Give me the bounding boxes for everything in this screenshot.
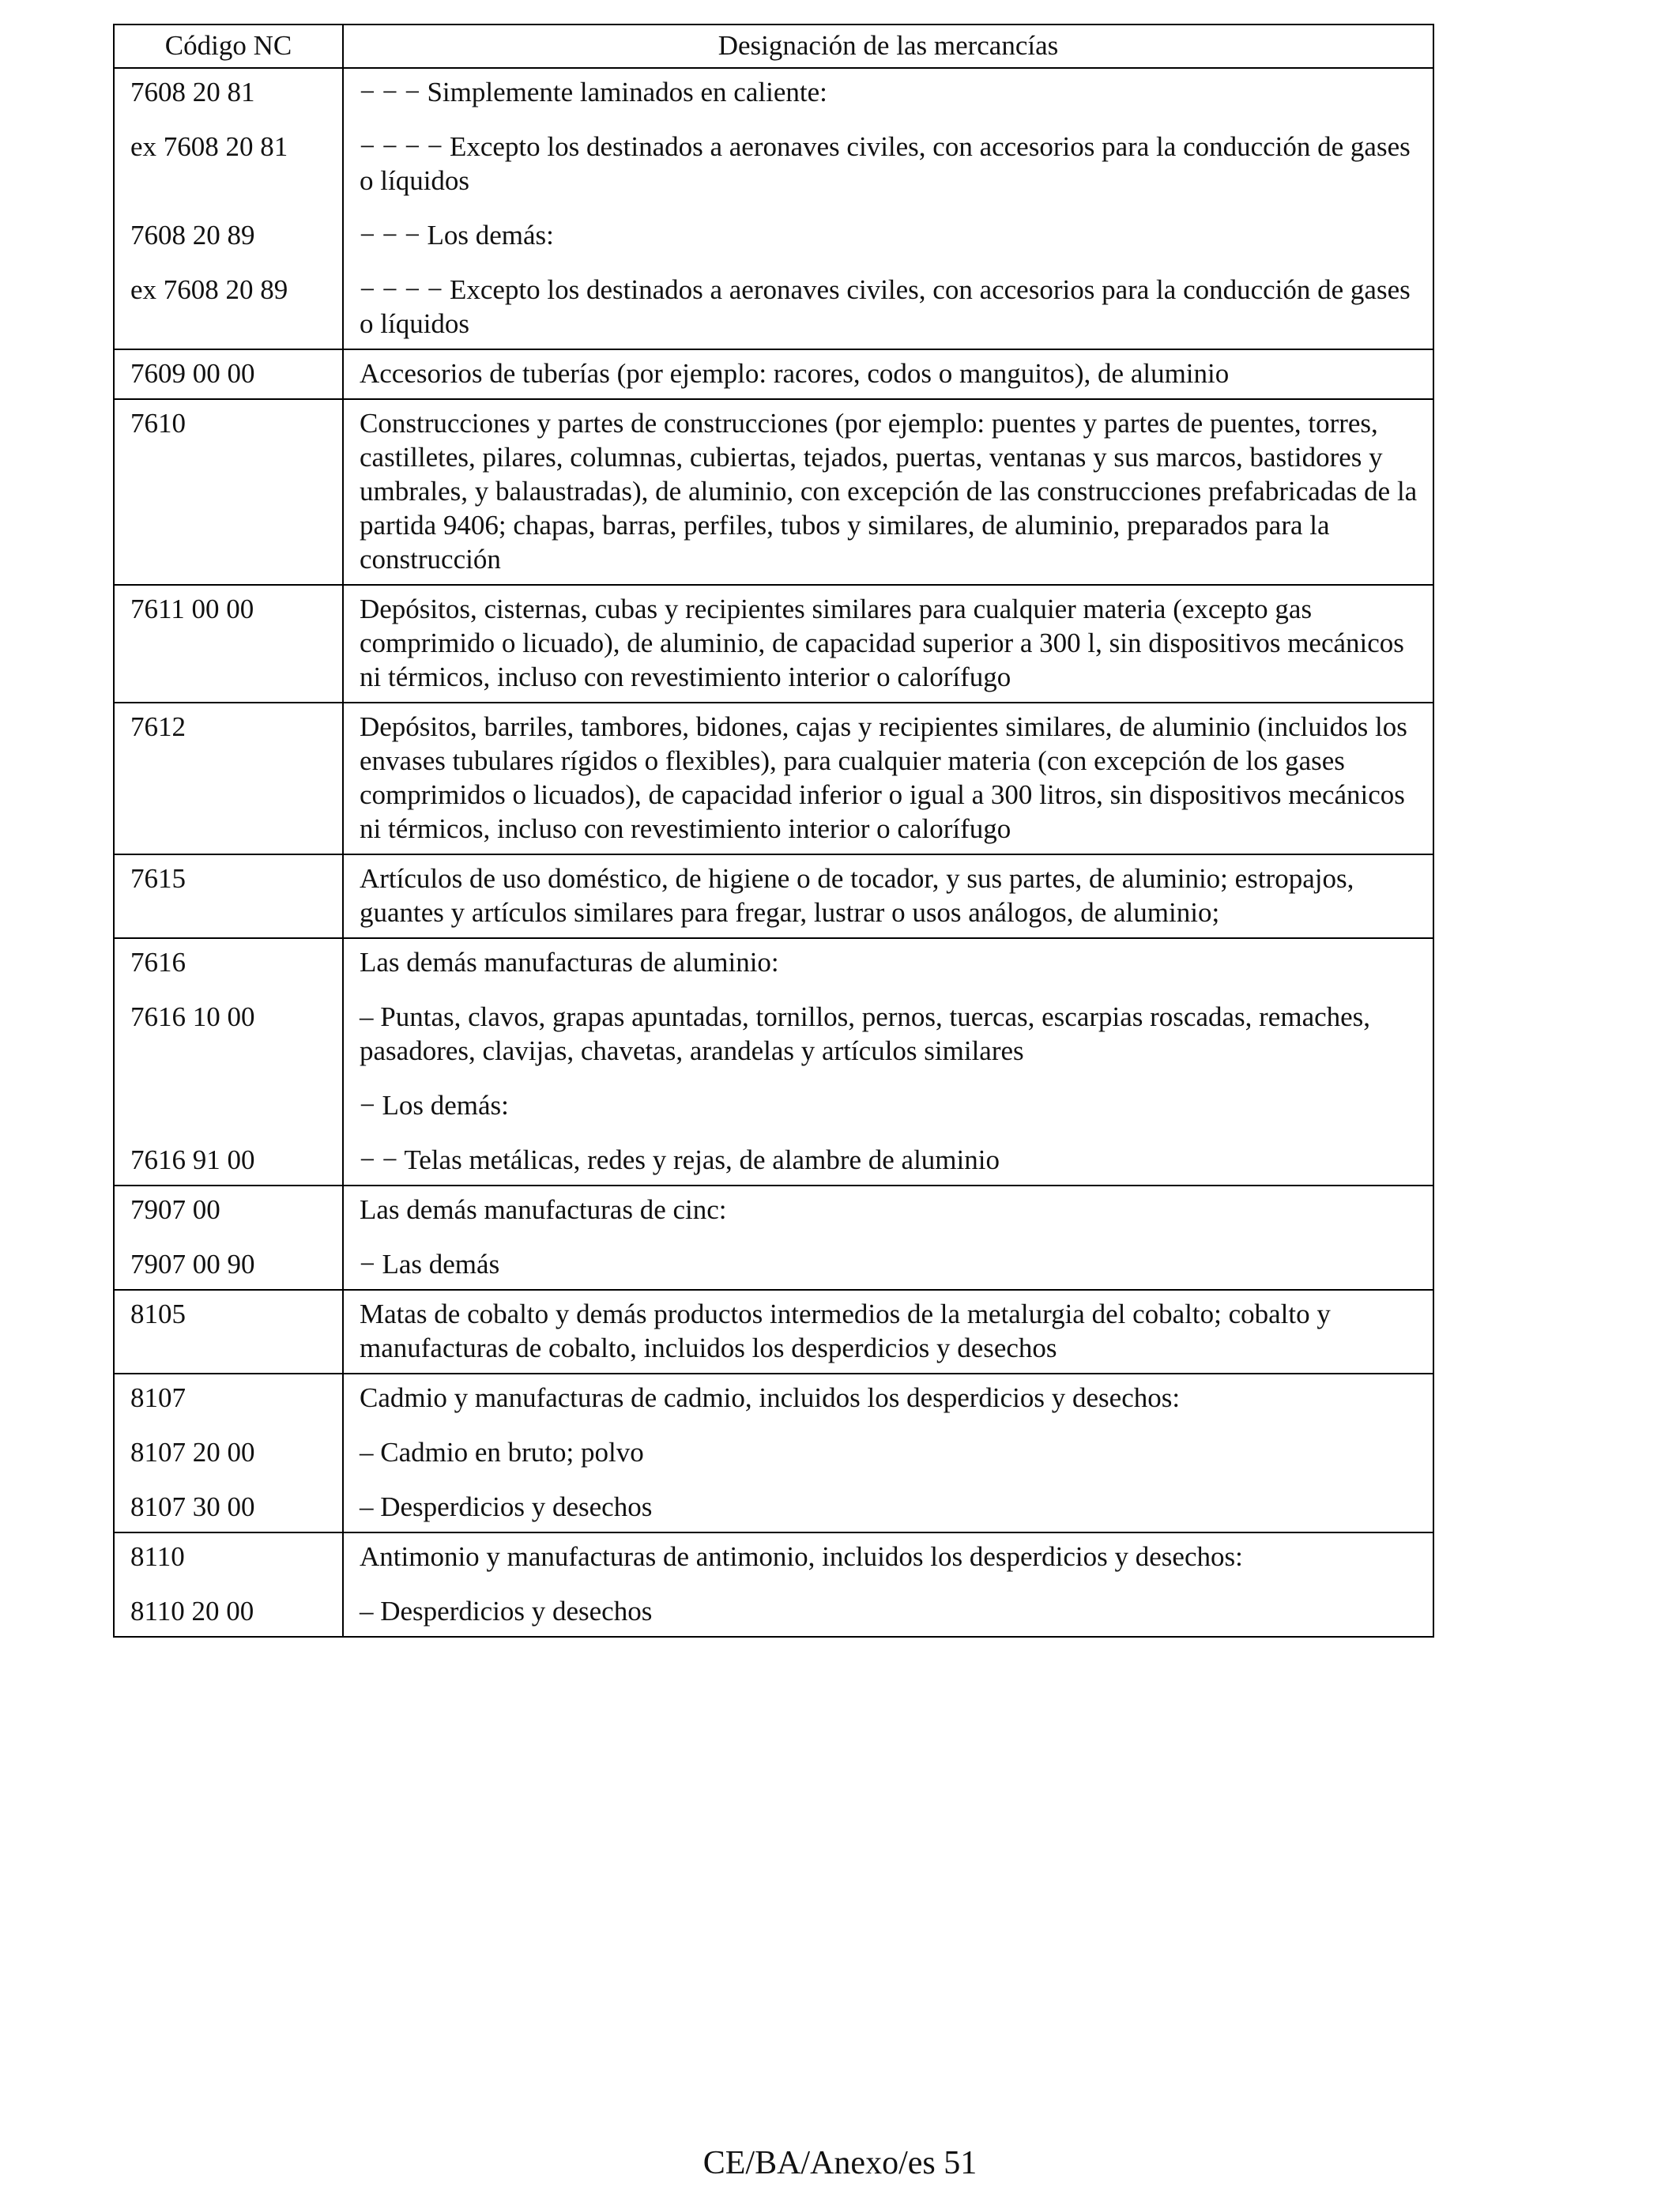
nc-code: 7616 [130,947,186,978]
goods-description: Antimonio y manufacturas de antimonio, incluidos los desperdicios y desechos: [360,1541,1243,1572]
description-cell [343,1186,1433,1290]
page-footer-reference: CE/BA/Anexo/es 51 [703,2145,977,2181]
description-cell [343,349,1433,399]
goods-description: Cadmio y manufacturas de cadmio, incluidos los desperdicios y desechos: [360,1382,1181,1413]
code-cell [114,1290,343,1374]
description-cell [343,1374,1433,1532]
nc-code: 8110 20 00 [130,1596,254,1627]
table-row [114,68,1433,349]
description-cell [343,68,1433,349]
code-cell [114,1532,343,1637]
nc-code: 7611 00 00 [130,594,254,624]
nc-code: 7616 91 00 [130,1144,255,1175]
nc-code: ex 7608 20 89 [130,274,288,305]
goods-description: – Desperdicios y desechos [360,1491,653,1522]
description-cell [343,854,1433,938]
nc-code: 8110 [130,1541,185,1572]
code-cell [114,1186,343,1290]
nc-code: 7608 20 81 [130,77,255,107]
table-header-row [114,25,1433,68]
description-cell [343,399,1433,585]
nc-code: 8107 [130,1382,186,1413]
nc-code: 7610 [130,408,186,439]
table-row [114,585,1433,703]
code-cell [114,938,343,1186]
header-code-nc: Código NC [114,25,343,68]
nc-code: 7608 20 89 [130,220,255,251]
nc-code: 7609 00 00 [130,358,255,389]
table-row [114,1532,1433,1637]
table-row [114,349,1433,399]
nc-code: 7612 [130,711,186,742]
description-cell [343,938,1433,1186]
nc-code: 8105 [130,1299,186,1329]
goods-description: − Los demás: [360,1090,509,1121]
nc-code: ex 7608 20 81 [130,131,288,162]
goods-description: − Las demás [360,1249,500,1280]
goods-description: Las demás manufacturas de cinc: [360,1194,727,1225]
goods-description: Las demás manufacturas de aluminio: [360,947,779,978]
goods-description: − − Telas metálicas, redes y rejas, de alambre de aluminio [360,1144,1000,1175]
table-row [114,854,1433,938]
nc-code: 7616 10 00 [130,1001,255,1032]
goods-description: Depósitos, barriles, tambores, bidones, cajas y recipientes similares, de aluminio (incluidos los envases tubulares rígidos o flexibles), para cualquier materia (con excepción de los gases comprimidos o licuados), de capacidad inferior o igual a 300 litros, sin dispositivos mecánicos ni térmicos, incluso con revestimiento interior o calorífugo [360,711,1407,844]
code-cell [114,399,343,585]
goods-description: Artículos de uso doméstico, de higiene o de tocador, y sus partes, de aluminio; estropajos, guantes y artículos similares para fregar, lustrar o usos análogos, de aluminio; [360,863,1354,928]
goods-description: Depósitos, cisternas, cubas y recipientes similares para cualquier materia (excepto gas comprimido o licuado), de aluminio, de capacidad superior a 300 l, sin dispositivos mecánicos ni térmicos, incluso con revestimiento interior o calorífugo [360,594,1404,692]
description-cell [343,1290,1433,1374]
table-row [114,1186,1433,1290]
table-row [114,399,1433,585]
goods-description: − − − Los demás: [360,220,554,251]
code-cell [114,585,343,703]
goods-classification-table [113,24,1434,1638]
table-row [114,1374,1433,1532]
header-goods-designation: Designación de las mercancías [343,25,1433,68]
goods-description: – Puntas, clavos, grapas apuntadas, tornillos, pernos, tuercas, escarpias roscadas, remaches, pasadores, clavijas, chavetas, arandelas y artículos similares [360,1001,1371,1066]
nc-code: 7907 00 [130,1194,220,1225]
table-row [114,1290,1433,1374]
description-cell [343,703,1433,854]
description-cell [343,1532,1433,1637]
table-row [114,938,1433,1186]
goods-description: Accesorios de tuberías (por ejemplo: racores, codos o manguitos), de aluminio [360,358,1230,389]
nc-code: 8107 20 00 [130,1437,255,1468]
nc-code [130,1088,330,1122]
goods-description: − − − − Excepto los destinados a aeronaves civiles, con accesorios para la conducción de gases o líquidos [360,131,1411,196]
code-cell [114,1374,343,1532]
goods-description: − − − Simplemente laminados en caliente: [360,77,827,107]
goods-description: Matas de cobalto y demás productos intermedios de la metalurgia del cobalto; cobalto y manufacturas de cobalto, incluidos los desperdicios y desechos [360,1299,1331,1363]
code-cell [114,68,343,349]
goods-description: − − − − Excepto los destinados a aeronaves civiles, con accesorios para la conducción de gases o líquidos [360,274,1411,339]
nc-code: 7615 [130,863,186,894]
code-cell [114,854,343,938]
table-body [114,68,1433,1637]
code-cell [114,349,343,399]
goods-description: – Cadmio en bruto; polvo [360,1437,644,1468]
goods-description: Construcciones y partes de construcciones (por ejemplo: puentes y partes de puentes, torres, castilletes, pilares, columnas, cubiertas, tejados, puertas, ventanas y sus marcos, bastidores y umbrales, y balaustradas), de aluminio, con excepción de las construcciones prefabricadas de la partida 9406; chapas, barras, perfiles, tubos y similares, de aluminio, preparados para la construcción [360,408,1418,575]
table-row [114,703,1433,854]
nc-code: 8107 30 00 [130,1491,255,1522]
code-cell [114,703,343,854]
nc-code: 7907 00 90 [130,1249,255,1280]
description-cell [343,585,1433,703]
goods-description: – Desperdicios y desechos [360,1596,653,1627]
